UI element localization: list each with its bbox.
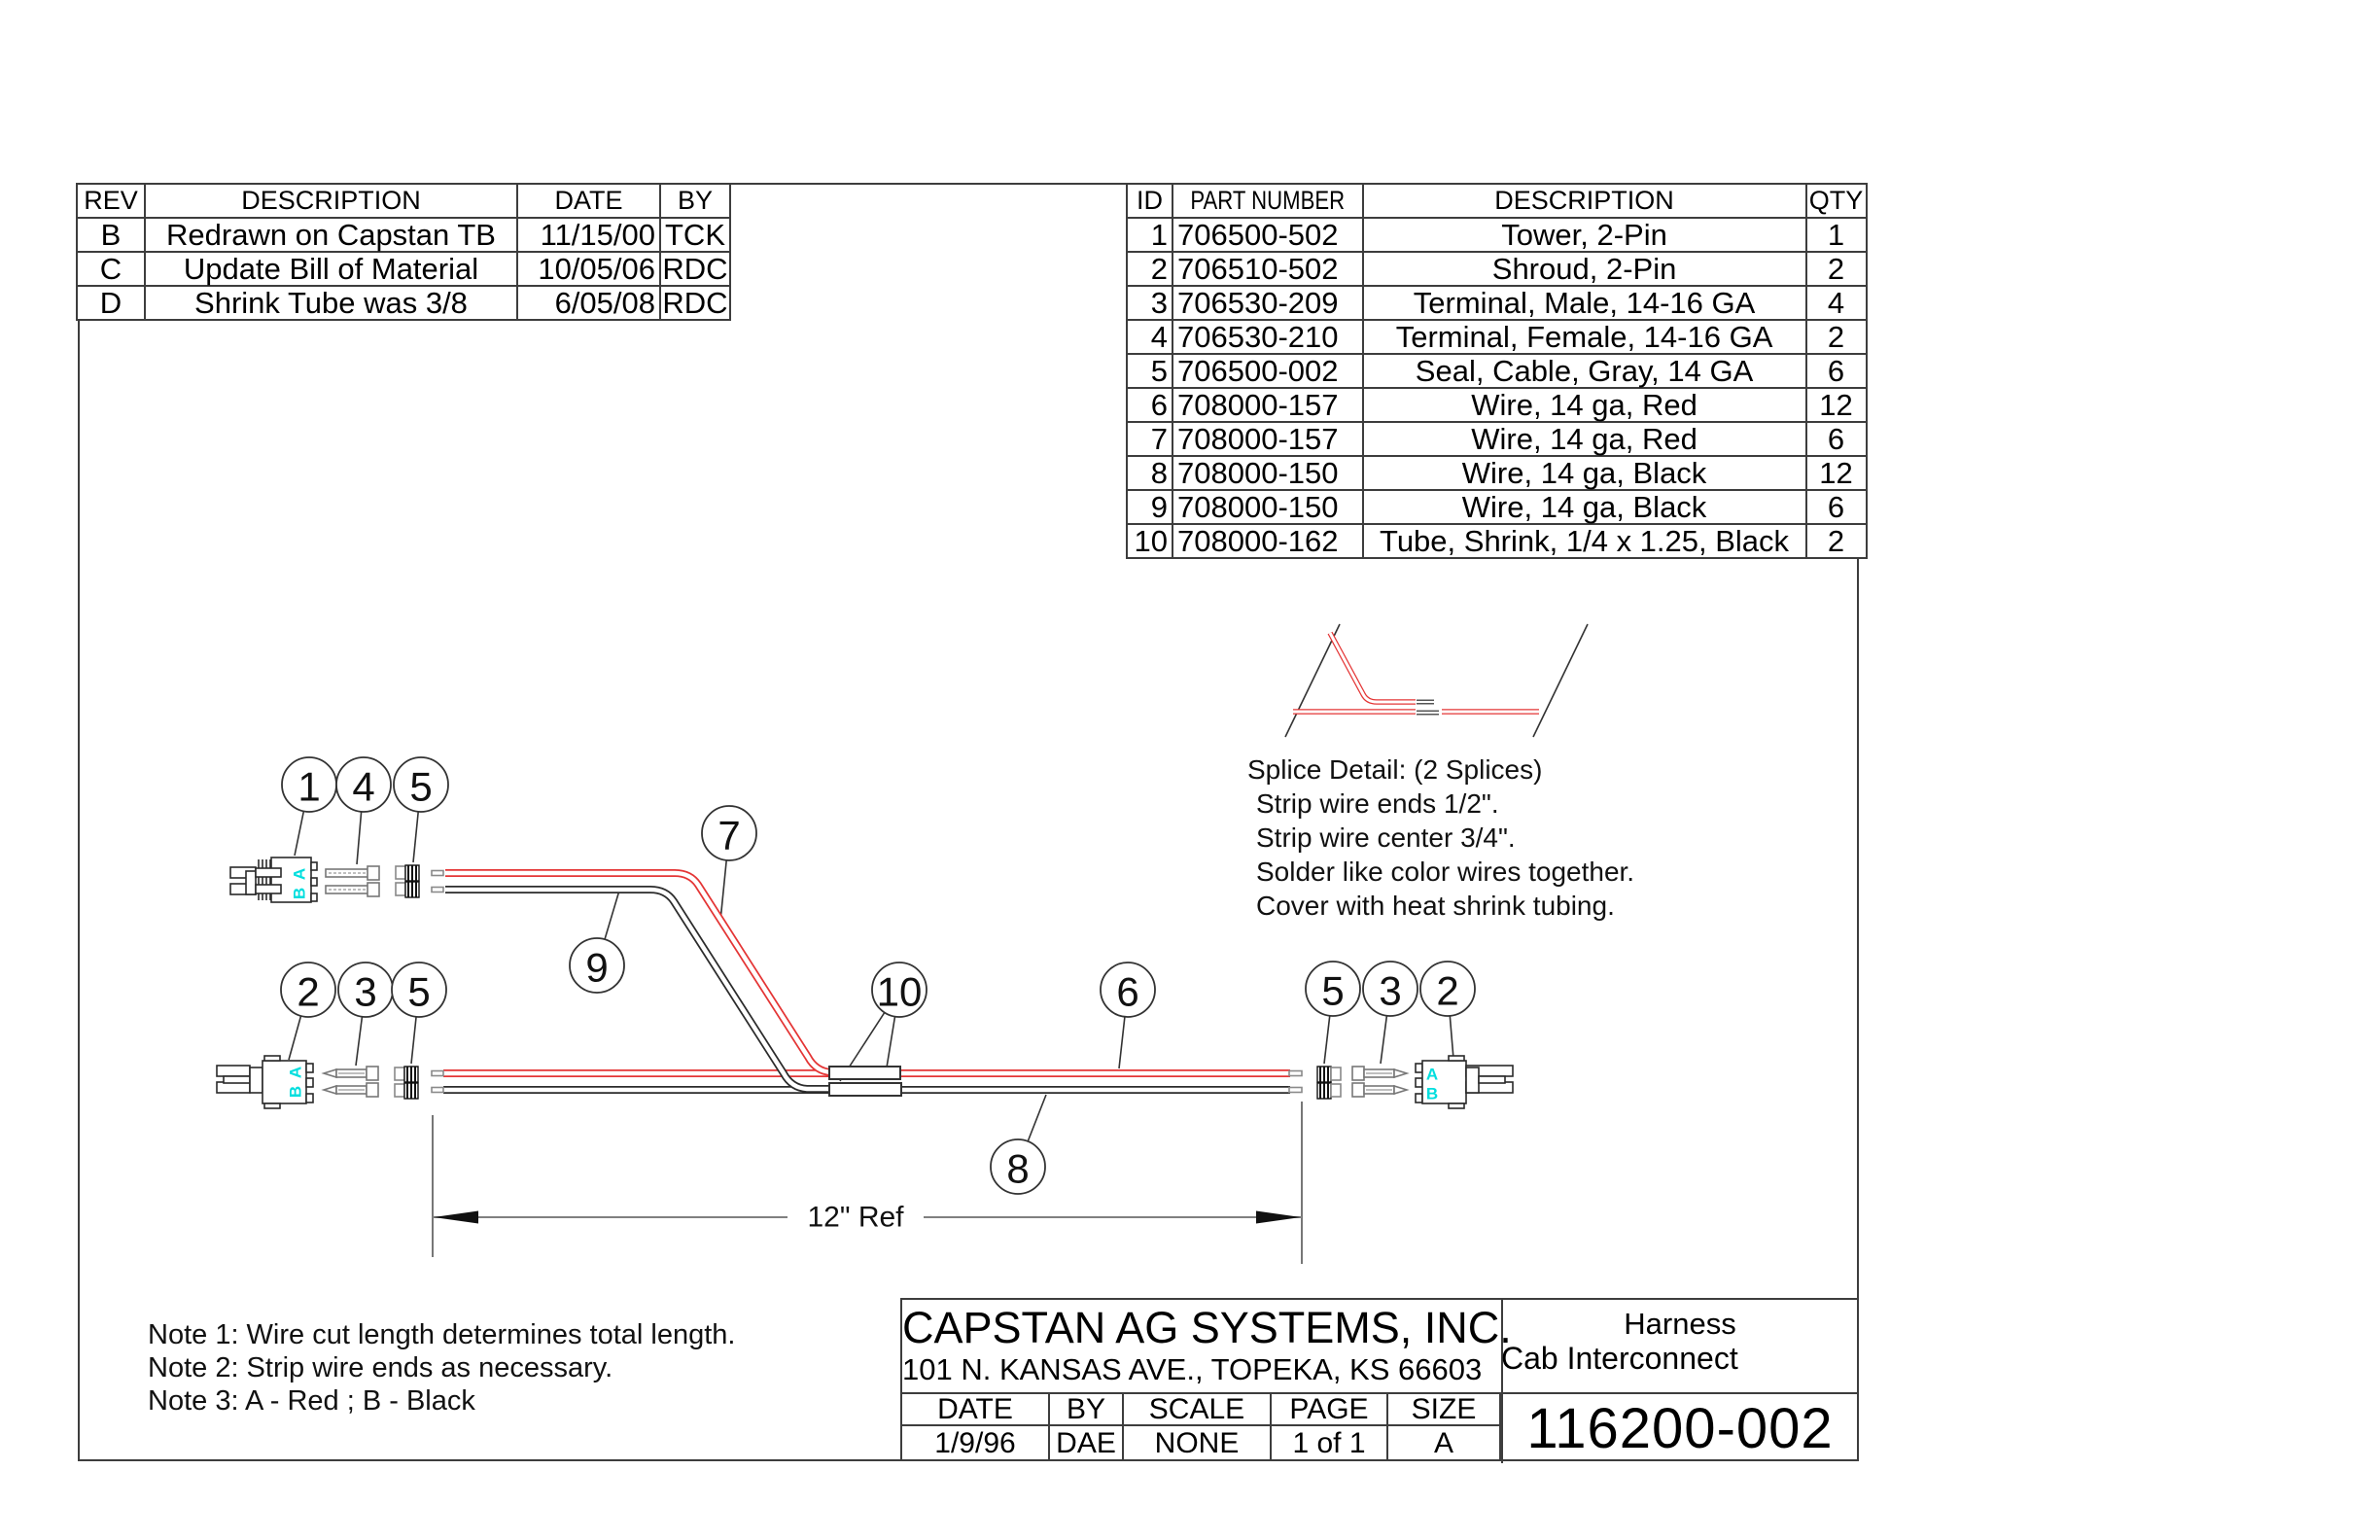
male-terminals-right <box>1352 1067 1407 1097</box>
size-value: A <box>1388 1426 1501 1461</box>
parts-table <box>1126 183 1868 559</box>
by-label: BY <box>1050 1394 1124 1426</box>
date-value: 1/9/96 <box>902 1426 1050 1461</box>
dimension-12-ref <box>433 1102 1302 1264</box>
splice-line: Strip wire ends 1/2". <box>1256 788 1499 819</box>
general-notes <box>148 1318 735 1418</box>
note-line: Note 2: Strip wire ends as necessary. <box>148 1352 613 1383</box>
callout-5-lower-left: 5 <box>407 968 431 1015</box>
callout-2-right: 2 <box>1436 967 1459 1014</box>
black-wire-top <box>445 890 829 1089</box>
callout-10: 10 <box>876 968 923 1015</box>
date-header: DATE <box>517 184 660 218</box>
table-row: C Update Bill of Material 10/05/06 RDC <box>77 252 730 286</box>
size-label: SIZE <box>1388 1394 1501 1426</box>
rev-header: REV <box>77 184 145 218</box>
tower-pin-a: A <box>290 867 309 881</box>
title-block-fields <box>902 1394 1501 1463</box>
company-address: 101 N. KANSAS AVE., TOPEKA, KS 66603 <box>902 1352 1483 1386</box>
table-row: 8 708000-150 Wire, 14 ga, Black 12 <box>1127 456 1867 490</box>
splice-line: Strip wire center 3/4". <box>1256 822 1516 853</box>
male-terminals-left <box>324 1067 378 1097</box>
drawing-title-line2: Cab Interconnect <box>1501 1341 1738 1376</box>
cable-seals-right <box>1317 1067 1341 1099</box>
table-row: 4 706530-210 Terminal, Female, 14-16 GA 2 <box>1127 320 1867 354</box>
drawing-number: 116200-002 <box>1501 1394 1857 1463</box>
table-row: 1 706500-502 Tower, 2-Pin 1 <box>1127 218 1867 252</box>
callout-3-right: 3 <box>1379 967 1402 1014</box>
callout-9: 9 <box>585 944 609 991</box>
table-row: 9 708000-150 Wire, 14 ga, Black 6 <box>1127 490 1867 524</box>
page-label: PAGE <box>1272 1394 1388 1426</box>
table-row: 3 706530-209 Terminal, Male, 14-16 GA 4 <box>1127 286 1867 320</box>
by-header: BY <box>660 184 730 218</box>
shroud-right-pin-b: B <box>1425 1084 1439 1103</box>
company-block <box>902 1300 1512 1392</box>
revision-table <box>76 183 731 321</box>
female-terminals <box>326 866 379 896</box>
top-wires <box>445 873 831 1089</box>
shrink-tube-red <box>829 1067 900 1079</box>
splice-detail-drawing <box>1285 624 1588 737</box>
page-value: 1 of 1 <box>1272 1426 1388 1461</box>
callout-1: 1 <box>298 763 321 810</box>
callout-8: 8 <box>1006 1145 1030 1192</box>
date-label: DATE <box>902 1394 1050 1426</box>
part-number-header: PART NUMBER <box>1172 184 1363 218</box>
splice-title: Splice Detail: (2 Splices) <box>1247 754 1543 785</box>
table-row: 5 706500-002 Seal, Cable, Gray, 14 GA 6 <box>1127 354 1867 388</box>
shroud-left-pin-b: B <box>286 1085 305 1099</box>
callout-7: 7 <box>718 812 741 858</box>
shrink-tube-black <box>829 1083 901 1096</box>
by-value: DAE <box>1050 1426 1124 1461</box>
table-row: 6 708000-157 Wire, 14 ga, Red 12 <box>1127 388 1867 422</box>
table-row <box>1127 184 1867 218</box>
table-row <box>77 184 730 218</box>
table-row: 2 706510-502 Shroud, 2-Pin 2 <box>1127 252 1867 286</box>
splice-line: Solder like color wires together. <box>1256 857 1635 887</box>
callout-5-top-left: 5 <box>409 763 433 810</box>
table-row: 7 708000-157 Wire, 14 ga, Red 6 <box>1127 422 1867 456</box>
splice-line: Cover with heat shrink tubing. <box>1256 891 1615 921</box>
table-row: D Shrink Tube was 3/8 6/05/08 RDC <box>77 286 730 320</box>
cable-seals-lower-left <box>395 1067 418 1099</box>
dimension-label: 12" Ref <box>807 1201 904 1234</box>
note-line: Note 3: A - Red ; B - Black <box>148 1385 475 1417</box>
description-header: DESCRIPTION <box>145 184 517 218</box>
drawing-title-block <box>1501 1300 1857 1392</box>
id-header: ID <box>1127 184 1172 218</box>
table-row: B Redrawn on Capstan TB 11/15/00 TCK <box>77 218 730 252</box>
callout-4: 4 <box>352 763 375 810</box>
note-line: Note 1: Wire cut length determines total length. <box>148 1319 736 1350</box>
qty-header: QTY <box>1806 184 1867 218</box>
shroud-connector-left <box>217 1056 313 1108</box>
scale-label: SCALE <box>1124 1394 1272 1426</box>
red-wire-top <box>445 873 831 1072</box>
tower-pin-b: B <box>290 887 309 900</box>
shroud-right-pin-a: A <box>1425 1065 1439 1084</box>
splice-detail-notes <box>1247 752 1634 923</box>
callout-5-right: 5 <box>1321 967 1345 1014</box>
callout-6: 6 <box>1116 968 1139 1015</box>
title-block <box>900 1298 1859 1461</box>
drawing-title-line1: Harness <box>1624 1307 1736 1341</box>
table-row: 10 708000-162 Tube, Shrink, 1/4 x 1.25, Black 2 <box>1127 524 1867 558</box>
description-header: DESCRIPTION <box>1363 184 1806 218</box>
shroud-left-pin-a: A <box>286 1066 305 1079</box>
callout-3-left: 3 <box>354 968 377 1015</box>
bare-wire-tips <box>432 871 1302 1093</box>
cable-seals-top-left <box>396 865 419 897</box>
callout-2-left: 2 <box>297 968 320 1015</box>
company-name: CAPSTAN AG SYSTEMS, INC. <box>902 1303 1512 1352</box>
scale-value: NONE <box>1124 1426 1272 1461</box>
